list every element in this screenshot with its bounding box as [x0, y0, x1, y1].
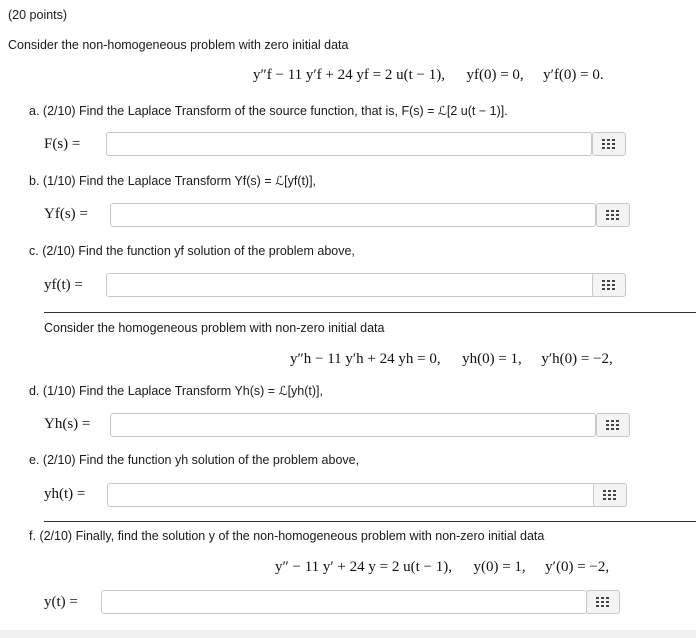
equation-ic1: yh(0) = 1,: [462, 351, 522, 367]
matrix-icon: [595, 596, 611, 608]
part-c-text: (2/10) Find the function yf solution of the problem above,: [42, 244, 355, 258]
part-b-answer-input[interactable]: [110, 203, 596, 227]
equation-ic2: y′(0) = −2,: [545, 559, 610, 575]
equation-ic2: y′h(0) = −2,: [541, 351, 613, 367]
part-e-question: [29, 453, 359, 467]
part-b-answer-label: Yf(s) =: [44, 206, 88, 222]
part-d-answer-label: Yh(s) =: [44, 416, 91, 432]
points-label: (20 points): [8, 8, 68, 22]
equation-full: [275, 559, 609, 576]
part-c-answer-label: yf(t) =: [44, 277, 83, 293]
part-e-answer-label: yh(t) =: [44, 486, 86, 502]
part-f-text: (2/10) Finally, find the solution y of the non-homogeneous problem with non-zero initial data: [39, 529, 545, 543]
section-divider: [44, 521, 696, 522]
section2-intro: Consider the homogeneous problem with non-zero initial data: [44, 321, 385, 335]
equation-ic2: y′f(0) = 0.: [543, 67, 604, 83]
equation-ic1: y(0) = 1,: [473, 559, 526, 575]
part-e-answer-input[interactable]: [107, 483, 597, 507]
part-b-question: [29, 173, 316, 188]
part-d-answer-input[interactable]: [110, 413, 596, 437]
part-a-matrix-button[interactable]: [592, 132, 626, 156]
problem-intro: Consider the non-homogeneous problem with zero initial data: [8, 38, 349, 52]
matrix-icon: [605, 209, 621, 221]
bottom-band: [0, 630, 696, 638]
part-d-marker: d.: [29, 384, 40, 398]
part-a-marker: a.: [29, 104, 40, 118]
equation-nonhomogeneous: [253, 67, 604, 84]
part-a-answer-input[interactable]: [106, 132, 592, 156]
part-e-matrix-button[interactable]: [593, 483, 627, 507]
section-divider: [44, 312, 696, 313]
equation-homogeneous: [290, 351, 613, 368]
part-c-marker: c.: [29, 244, 39, 258]
part-c-answer-input[interactable]: [106, 273, 596, 297]
matrix-icon: [601, 279, 617, 291]
part-b-text: (1/10) Find the Laplace Transform Yf(s) = ℒ[yf(t)],: [42, 174, 317, 188]
part-a-text: (2/10) Find the Laplace Transform of the source function, that is, F(s) = ℒ[2 u(t − 1)].: [42, 104, 508, 118]
part-f-answer-label: y(t) =: [44, 594, 78, 610]
part-d-question: [29, 383, 323, 398]
part-e-text: (2/10) Find the function yh solution of the problem above,: [42, 453, 360, 467]
equation-ic1: yf(0) = 0,: [466, 67, 524, 83]
part-f-question: [29, 529, 544, 543]
part-b-matrix-button[interactable]: [596, 203, 630, 227]
equation-ode: y″f − 11 y′f + 24 yf = 2 u(t − 1),: [253, 67, 445, 83]
part-a-answer-label: F(s) =: [44, 136, 81, 152]
part-c-question: [29, 244, 355, 258]
equation-ode: y″h − 11 y′h + 24 yh = 0,: [290, 351, 441, 367]
equation-ode: y″ − 11 y′ + 24 y = 2 u(t − 1),: [275, 559, 452, 575]
part-d-text: (1/10) Find the Laplace Transform Yh(s) = ℒ[yh(t)],: [42, 384, 323, 398]
matrix-icon: [605, 419, 621, 431]
matrix-icon: [601, 138, 617, 150]
part-e-marker: e.: [29, 453, 40, 467]
part-f-marker: f.: [29, 529, 36, 543]
part-b-marker: b.: [29, 174, 40, 188]
part-a-question: [29, 103, 508, 118]
part-c-matrix-button[interactable]: [592, 273, 626, 297]
part-f-answer-input[interactable]: [101, 590, 587, 614]
matrix-icon: [602, 489, 618, 501]
part-d-matrix-button[interactable]: [596, 413, 630, 437]
part-f-matrix-button[interactable]: [586, 590, 620, 614]
